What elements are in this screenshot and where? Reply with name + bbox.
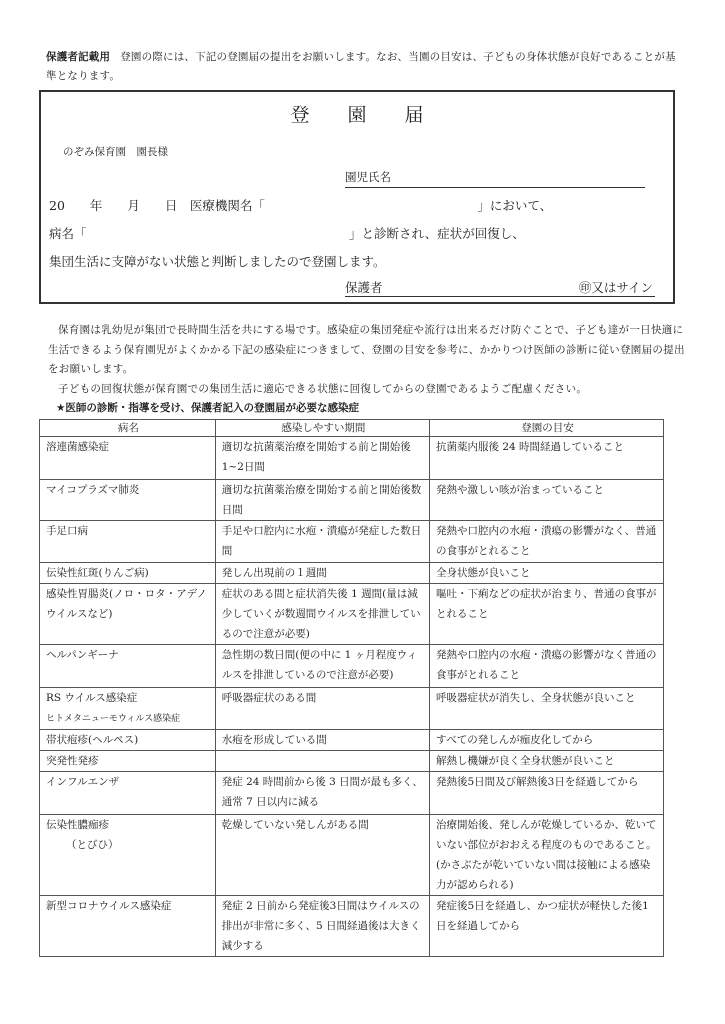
child-name-field[interactable] <box>345 169 645 188</box>
disease-name: 帯状疱疹(ヘルペス) <box>46 734 139 746</box>
explanation-paragraphs <box>48 321 688 399</box>
disease-name-cell <box>40 480 216 521</box>
paragraph: 保育園は乳幼児が集団で長時間生活を共にする場です。感染症の集団発症や流行は出来るだけ防ぐことで、子ども達が一日快適に生活できるよう保育園児がよくかかる下記の感染症につきまして、登園の目安を参考に、かかりつけ医師の診断に従い登園届の提出をお願いします。 <box>48 324 685 375</box>
return-criteria-cell: 発症後5日を経過し、かつ症状が軽快した後1日を経過してから <box>429 896 663 957</box>
guardian-label: 保護者 <box>345 280 383 295</box>
disease-name: 伝染性膿痂疹 <box>46 819 109 831</box>
infectious-period-cell: 発症 2 日前から発症後3日間はウイルスの排出が非常に多く、5 日間経過後は大きく減少する <box>215 896 429 957</box>
infectious-period-cell: 手足や口腔内に水疱・潰瘍が発症した数日間 <box>215 521 429 563</box>
disease-name: RS ウイルス感染症 <box>46 692 138 704</box>
return-criteria-cell: 発熱や口腔内の水疱・潰瘍の影響がなく、普通の食事がとれること <box>429 521 663 563</box>
table-row <box>40 896 664 957</box>
return-criteria-cell: 全身状態が良いこと <box>429 563 663 584</box>
disease-name: 新型コロナウイルス感染症 <box>46 900 172 912</box>
infectious-period-cell <box>215 751 429 772</box>
disease-name-cell <box>40 563 216 584</box>
disease-name-cell <box>40 521 216 563</box>
disease-name: マイコプラズマ肺炎 <box>46 484 140 496</box>
disease-name: インフルエンザ <box>46 776 120 788</box>
infectious-period-cell: 発しん出現前の１週間 <box>215 563 429 584</box>
disease-subname: ヒトメタニューモウィルス感染症 <box>46 714 181 724</box>
infectious-period-cell: 水疱を形成している間 <box>215 730 429 751</box>
infectious-period-cell: 適切な抗菌薬治療を開始する前と開始後1~2日間 <box>215 437 429 480</box>
column-header-disease: 病名 <box>40 420 216 437</box>
return-criteria-cell: 治療開始後、発しんが乾燥しているか、乾いていない部位がおおえる程度のものであること。(かさぶたが乾いていない間は接触による感染力が認められる) <box>429 815 663 896</box>
disease-name-cell <box>40 730 216 751</box>
child-name-label: 園児氏名 <box>345 170 391 184</box>
return-criteria-cell: 解熱し機嫌が良く全身状態が良いこと <box>429 751 663 772</box>
paragraph: 子どもの回復状態が保育園での集団生活に適応できる状態に回復してからの登園であるようご配慮ください。 <box>58 382 588 395</box>
table-row <box>40 730 664 751</box>
form-title: 登 園 届 <box>290 104 440 126</box>
intro-label: 保護者記載用 <box>46 51 111 63</box>
table-row <box>40 521 664 563</box>
infectious-period-cell: 適切な抗菌薬治療を開始する前と開始後数日間 <box>215 480 429 521</box>
table-row <box>40 480 664 521</box>
disease-name-cell <box>40 815 216 896</box>
column-header-period: 感染しやすい期間 <box>215 420 429 437</box>
disease-name: ヘルパンギーナ <box>46 649 119 661</box>
seal-or-sign-label: ㊞又はサイン <box>578 280 653 295</box>
infectious-disease-table <box>39 419 664 957</box>
form-addressee: のぞみ保育園 園長様 <box>63 146 168 158</box>
disease-name-cell <box>40 896 216 957</box>
disease-subname: （とびひ） <box>66 839 119 851</box>
intro-text: 登園の際には、下記の登園届の提出をお願いします。なお、当園の目安は、子どもの身体状態が良好であることが基準となります。 <box>46 51 676 82</box>
infectious-period-cell: 呼吸器症状のある間 <box>215 688 429 730</box>
disease-name: 突発性発疹 <box>46 755 99 767</box>
table-row <box>40 437 664 480</box>
return-criteria-cell: 発熱や口腔内の水疱・潰瘍の影響がなく普通の食事がとれること <box>429 645 663 688</box>
disease-name: 感染性胃腸炎(ノロ・ロタ・アデノウイルスなど) <box>46 588 207 620</box>
infectious-period-cell: 急性期の数日間(便の中に 1 ヶ月程度ウィルスを排泄しているので注意が必要) <box>215 645 429 688</box>
return-criteria-cell: 嘔吐・下痢などの症状が治まり、普通の食事がとれること <box>429 584 663 645</box>
table-row <box>40 751 664 772</box>
infectious-period-cell: 乾燥していない発しんがある間 <box>215 815 429 896</box>
table-row <box>40 584 664 645</box>
column-header-criteria: 登園の目安 <box>429 420 663 437</box>
intro-notice <box>46 48 682 86</box>
table-header-row <box>40 420 664 437</box>
table-row <box>40 645 664 688</box>
disease-name: 溶連菌感染症 <box>46 441 109 453</box>
return-criteria-cell: 抗菌薬内服後 24 時間経過していること <box>429 437 663 480</box>
infectious-period-cell: 症状のある間と症状消失後 1 週間(量は減少していくが数週間ウイルスを排泄しているので注意が必要) <box>215 584 429 645</box>
table-heading: ★医師の診断・指導を受け、保護者記入の登園届が必要な感染症 <box>56 402 359 414</box>
table-row <box>40 688 664 730</box>
return-criteria-cell: 発熱後5日間及び解熱後3日を経過してから <box>429 772 663 815</box>
table-row <box>40 772 664 815</box>
date-institution-line[interactable]: 20 年 月 日 医療機関名「 」において、 <box>49 198 553 213</box>
disease-name-cell <box>40 645 216 688</box>
table-row <box>40 815 664 896</box>
diagnosis-line[interactable]: 病名「 」と診断され、症状が回復し、 <box>49 226 525 241</box>
return-criteria-cell: 呼吸器症状が消失し、全身状態が良いこと <box>429 688 663 730</box>
disease-name: 手足口病 <box>46 525 88 537</box>
guardian-signature-field[interactable] <box>345 278 655 297</box>
declaration-line: 集団生活に支障がない状態と判断しましたので登園します。 <box>49 254 386 269</box>
return-criteria-cell: すべての発しんが痂皮化してから <box>429 730 663 751</box>
infectious-period-cell: 発症 24 時間前から後 3 日間が最も多く、通常 7 日以内に減る <box>215 772 429 815</box>
disease-name-cell <box>40 584 216 645</box>
return-criteria-cell: 発熱や激しい咳が治まっていること <box>429 480 663 521</box>
disease-name-cell <box>40 751 216 772</box>
disease-name-cell <box>40 688 216 730</box>
disease-name-cell <box>40 772 216 815</box>
disease-name: 伝染性紅斑(りんご病) <box>46 567 149 579</box>
disease-name-cell <box>40 437 216 480</box>
table-row <box>40 563 664 584</box>
attendance-form <box>39 90 675 304</box>
